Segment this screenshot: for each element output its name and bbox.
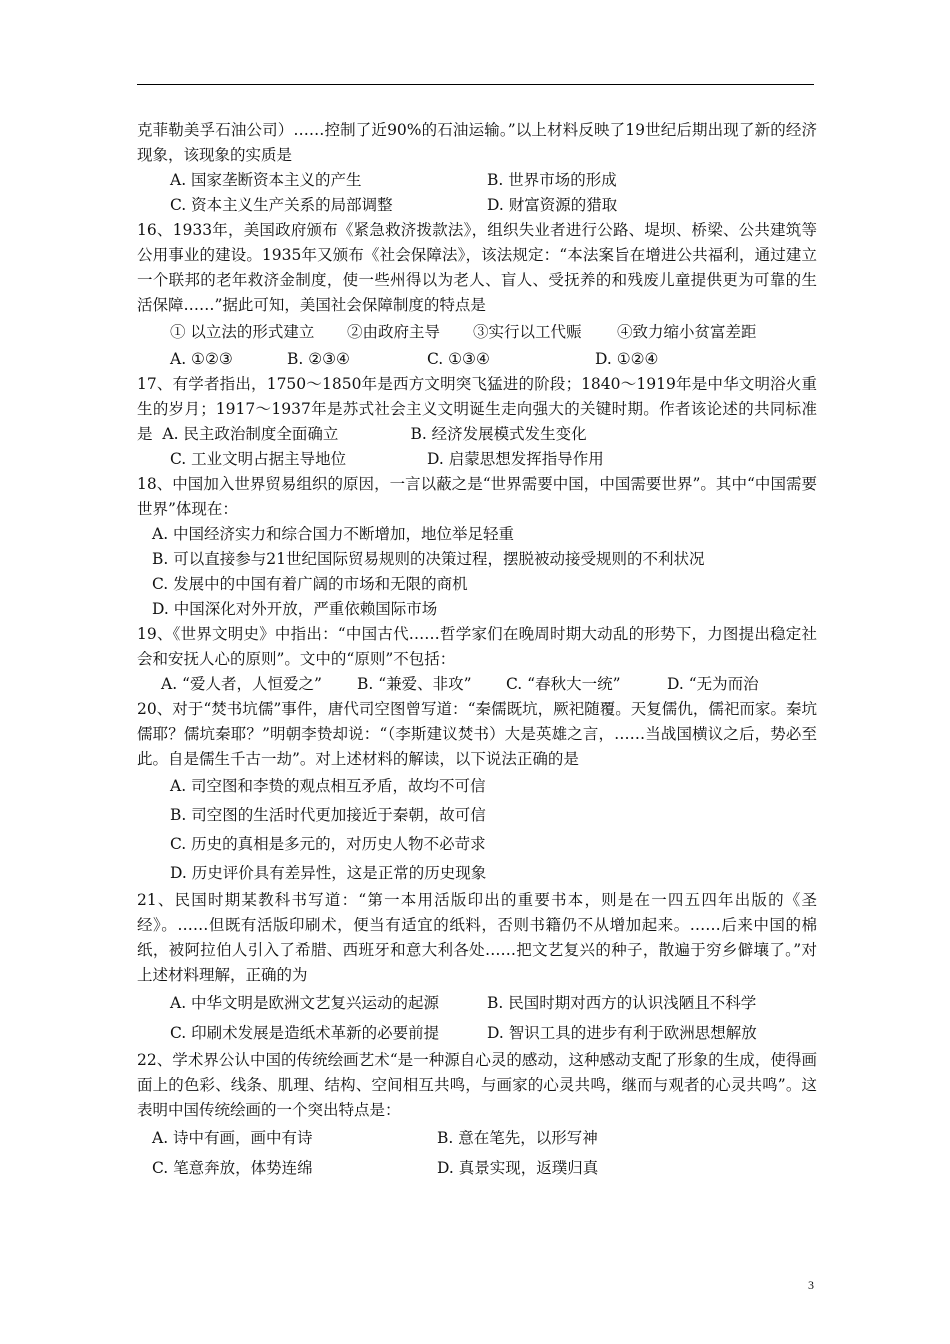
q20-option-c-row xyxy=(137,830,817,859)
q18-stem: 18、中国加入世界贸易组织的原因，一言以蔽之是“世界需要中国，中国需要世界”。其中“中国需要世界”体现在： xyxy=(137,475,817,518)
q22-option-b: B. 意在笔先，以形写神 xyxy=(437,1129,598,1147)
q22-option-a: A. 诗中有画，画中有诗 xyxy=(152,1129,313,1147)
q16-item-2: ②由政府主导 xyxy=(347,323,441,341)
page-number: 3 xyxy=(808,1278,814,1292)
q20-option-d-row xyxy=(137,859,817,888)
q15-options-row1 xyxy=(137,168,817,193)
q17-stem xyxy=(137,372,817,447)
q16-statements xyxy=(137,318,817,347)
q21-options-row1 xyxy=(137,988,817,1018)
q22-stem: 22、学术界公认中国的传统绘画艺术“是一种源自心灵的感动，这种感动支配了形象的生成，使得画面上的色彩、线条、肌理、结构、空间相互共鸣，与画家的心灵共鸣，继而与观者的心灵共鸣”。这表明中国传统绘画的一个突出特点是： xyxy=(137,1051,817,1119)
q21-option-a: A. 中华文明是欧洲文艺复兴运动的起源 xyxy=(170,994,440,1012)
q22-options-row2 xyxy=(137,1153,817,1183)
q20-option-b-row xyxy=(137,801,817,830)
q16-options xyxy=(137,347,817,372)
q18-option-b-row xyxy=(137,547,817,572)
q16-item-4: ④致力缩小贫富差距 xyxy=(617,323,757,341)
header-rule xyxy=(137,84,814,85)
q22-option-d: D. 真景实现，返璞归真 xyxy=(437,1159,599,1177)
q17-stem-text: 17、有学者指出，1750～1850年是西方文明突飞猛进的阶段；1840～1919年是中华文明浴火重生的岁月；1917～1937年是苏式社会主义文明诞生走向强大的关键时期。作者该论述的共同标准是 xyxy=(137,375,817,443)
q21-options-row2 xyxy=(137,1018,817,1048)
q19-options xyxy=(137,672,817,697)
q15-option-b: B. 世界市场的形成 xyxy=(487,171,617,189)
q15-option-c: C. 资本主义生产关系的局部调整 xyxy=(170,196,393,214)
q16-item-1: ① 以立法的形式建立 xyxy=(170,323,315,341)
q15-continuation: 克菲勒美孚石油公司）……控制了近90%的石油运输。”以上材料反映了19世纪后期出现了新的经济现象，该现象的实质是 xyxy=(137,121,817,164)
q17-option-c: C. 工业文明占据主导地位 xyxy=(170,450,347,468)
q20-option-d: D. 历史评价具有差异性，这是正常的历史现象 xyxy=(170,864,487,882)
q18-option-a-row xyxy=(137,522,817,547)
q21-option-b: B. 民国时期对西方的认识浅陋且不科学 xyxy=(487,994,757,1012)
q20-option-b: B. 司空图的生活时代更加接近于秦朝，故可信 xyxy=(170,806,486,824)
q15-option-a: A. 国家垄断资本主义的产生 xyxy=(170,171,362,189)
q19-option-c: C. “春秋大一统” xyxy=(506,675,621,693)
q16-stem: 16、1933年，美国政府颁布《紧急救济拨款法》，组织失业者进行公路、堤坝、桥梁、公共建筑等公用事业的建设。1935年又颁布《社会保障法》，该法规定：“本法案旨在增进公共福利，通过建立一个联邦的老年救济金制度，使一些州得以为老人、盲人、受抚养的和残废儿童提供更为可靠的生活保障……”据此可知，美国社会保障制度的特点是 xyxy=(137,221,817,314)
q21-stem: 21、民国时期某教科书写道：“第一本用活版印出的重要书本，则是在一四五四年出版的《圣经》。……但既有活版印刷术，便当有适宜的纸料，否则书籍仍不从增加起来。……后来中国的棉纸，被阿拉伯人引入了希腊、西班牙和意大利各处……把文艺复兴的种子，散遍于穷乡僻壤了。”对上述材料理解，正确的为 xyxy=(137,891,817,984)
q20-stem: 20、对于“焚书坑儒”事件，唐代司空图曾写道：“秦儒既坑，厥祀随覆。天复儒仇，儒祀而家。秦坑儒耶？儒坑秦耶？”明朝李贽却说：“（李斯建议焚书）大是英雄之言，……当战国横议之后，势必至此。自是儒生千古一劫”。对上述材料的解读，以下说法正确的是 xyxy=(137,700,817,768)
q17-option-d: D. 启蒙思想发挥指导作用 xyxy=(427,450,604,468)
q18-option-b: B. 可以直接参与21世纪国际贸易规则的决策过程，摆脱被动接受规则的不利状况 xyxy=(152,550,705,568)
q19-option-a: A. “爱人者，人恒爱之” xyxy=(161,675,322,693)
q19-stem: 19、《世界文明史》中指出：“中国古代……哲学家们在晚周时期大动乱的形势下，力图提出稳定社会和安抚人心的原则”。文中的“原则”不包括： xyxy=(137,625,817,668)
q17-options-row2 xyxy=(137,447,817,472)
q21-option-c: C. 印刷术发展是造纸术革新的必要前提 xyxy=(170,1024,440,1042)
q15-options-row2 xyxy=(137,193,817,218)
q15-option-d: D. 财富资源的猎取 xyxy=(487,196,618,214)
q16-item-3: ③实行以工代赈 xyxy=(473,323,582,341)
exam-page xyxy=(137,118,817,1183)
q20-option-a: A. 司空图和李贽的观点相互矛盾，故均不可信 xyxy=(170,777,486,795)
q19-option-b: B. “兼爱、非攻” xyxy=(357,675,472,693)
q22-option-c: C. 笔意奔放，体势连绵 xyxy=(152,1159,313,1177)
q17-option-b: B. 经济发展模式发生变化 xyxy=(410,425,587,443)
q16-option-c: C. ①③④ xyxy=(427,350,490,368)
q18-option-a: A. 中国经济实力和综合国力不断增加，地位举足轻重 xyxy=(152,525,515,543)
q18-option-c: C. 发展中的中国有着广阔的市场和无限的商机 xyxy=(152,575,468,593)
q16-option-a: A. ①②③ xyxy=(170,350,233,368)
q21-option-d: D. 智识工具的进步有利于欧洲思想解放 xyxy=(487,1024,757,1042)
q16-option-b: B. ②③④ xyxy=(287,350,350,368)
q18-option-d: D. 中国深化对外开放，严重依赖国际市场 xyxy=(152,600,438,618)
q18-option-d-row xyxy=(137,597,817,622)
q17-option-a: A. 民主政治制度全面确立 xyxy=(162,425,339,443)
q20-option-c: C. 历史的真相是多元的，对历史人物不必苛求 xyxy=(170,835,486,853)
q18-option-c-row xyxy=(137,572,817,597)
q16-option-d: D. ①②④ xyxy=(595,350,659,368)
q20-option-a-row xyxy=(137,772,817,801)
q19-option-d: D. “无为而治 xyxy=(667,675,759,693)
q22-options-row1 xyxy=(137,1123,817,1153)
